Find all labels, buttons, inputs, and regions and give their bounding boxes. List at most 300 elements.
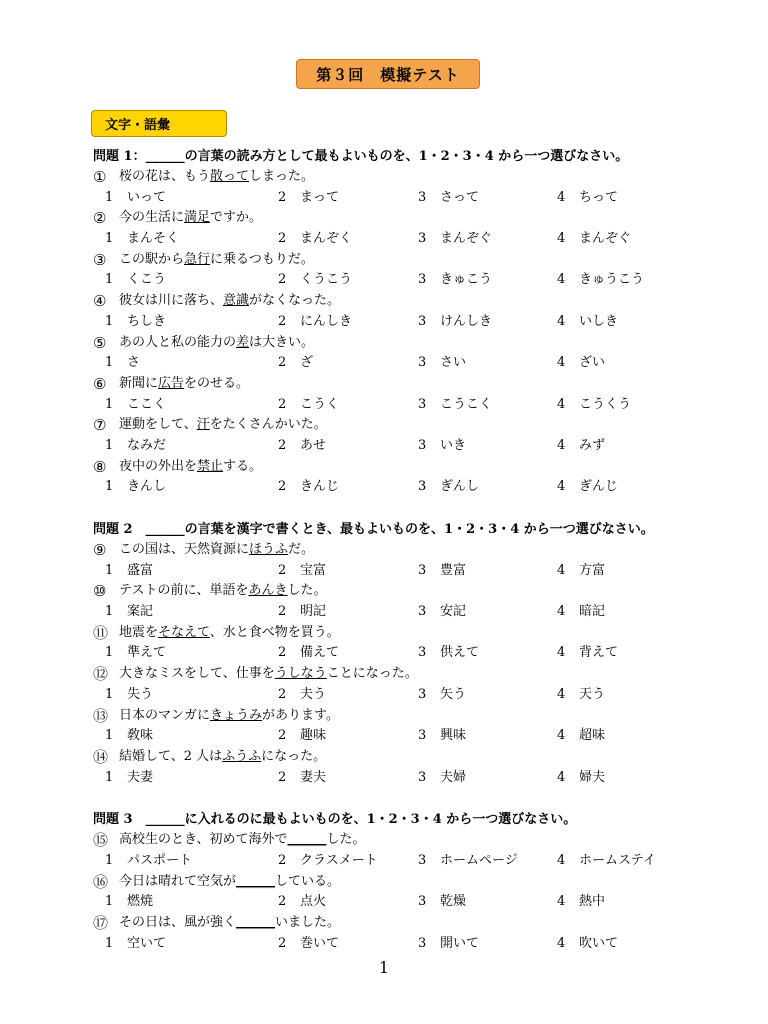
option-number: 1: [105, 479, 114, 495]
option-text: ざ: [300, 355, 314, 371]
question-number: ⑪: [93, 623, 109, 642]
question-stem: [93, 333, 713, 354]
question-text-after: をたくさんかいた。: [209, 417, 327, 433]
answer-option-1: [93, 270, 166, 291]
question-target-word: 差: [236, 334, 250, 350]
question-text: [119, 415, 327, 436]
option-number: 1: [105, 728, 114, 744]
answer-option-3: [406, 312, 492, 333]
option-text: 備えて: [300, 645, 340, 661]
option-text: 吹いて: [579, 935, 619, 951]
option-number: 1: [105, 604, 114, 620]
question-text-before: 高校生のとき、初めて海外で: [119, 832, 288, 848]
answer-option-4: [545, 851, 656, 872]
question-text-after: した。: [326, 832, 366, 848]
option-number: 1: [105, 852, 114, 868]
option-number: 1: [105, 272, 114, 288]
page-title: 第３回 模擬テスト: [296, 59, 480, 89]
question-stem: [93, 250, 713, 271]
option-number: 3: [418, 479, 427, 495]
option-text: きゅこう: [440, 272, 493, 288]
question-text-after: いました。: [275, 915, 341, 930]
answer-option-1: [93, 892, 153, 913]
answer-option-3: [406, 353, 466, 374]
question-number: ⑩: [93, 582, 107, 601]
option-number: 3: [418, 562, 427, 578]
option-text: いき: [440, 437, 467, 453]
option-text: まんぞく: [300, 231, 353, 247]
option-text: みず: [579, 437, 606, 453]
answer-option-2: [266, 892, 326, 913]
option-text: さい: [440, 355, 467, 371]
option-text: 乾燥: [440, 894, 467, 910]
option-text: ぎんじ: [579, 479, 619, 495]
option-number: 2: [278, 562, 287, 578]
option-number: 2: [278, 355, 287, 371]
option-text: 夫う: [300, 686, 327, 702]
answer-option-1: [93, 395, 166, 416]
question-target-word: 急行: [184, 251, 211, 267]
question-stem: [93, 872, 713, 893]
option-number: 3: [418, 313, 427, 329]
question-text: [119, 208, 262, 229]
option-text: きんし: [127, 479, 167, 495]
option-text: 巻いて: [300, 935, 340, 951]
question-target-word: そなえて: [158, 624, 210, 640]
answer-option-2: [266, 436, 326, 457]
answer-option-2: [266, 685, 326, 706]
answer-option-2: [266, 270, 352, 291]
question-target-word: 汗: [196, 417, 210, 433]
question-text: [119, 623, 340, 644]
answer-option-1: [93, 477, 166, 498]
option-number: 2: [278, 396, 287, 412]
answer-options: [93, 477, 713, 498]
question-text: [119, 872, 340, 893]
option-text: パスポート: [127, 852, 193, 868]
question-text-before: 今日は晴れて空気が: [119, 873, 237, 889]
question-stem: [93, 706, 713, 727]
question-text-before: 新聞に: [119, 375, 159, 391]
option-number: 2: [278, 728, 287, 744]
question-stem: [93, 913, 713, 934]
answer-option-4: [545, 270, 644, 291]
option-text: 宝富: [300, 562, 327, 578]
option-number: 3: [418, 728, 427, 744]
option-number: 4: [557, 852, 566, 868]
option-text: ここく: [127, 396, 167, 412]
option-text: 背えて: [579, 645, 619, 661]
option-text: ざい: [579, 355, 606, 371]
answer-option-4: [545, 934, 618, 955]
answer-option-4: [545, 229, 631, 250]
option-number: 1: [105, 769, 114, 785]
question-target-word: ふうふ: [222, 748, 262, 764]
question-text-after: に乗るつもりだ。: [210, 251, 314, 267]
question-group-header: 問題 3 ______に入れるのに最もよいものを、1・2・3・4 から一つ選びなさい。: [93, 812, 577, 828]
answer-option-4: [545, 477, 618, 498]
option-number: 3: [418, 894, 427, 910]
option-number: 2: [278, 479, 287, 495]
option-text: ちしき: [127, 313, 167, 329]
answer-option-4: [545, 395, 631, 416]
option-number: 4: [557, 645, 566, 661]
question-text-after: 、水と食べ物を買う。: [209, 624, 340, 640]
answer-option-1: [93, 851, 192, 872]
question-text-before: 運動をして、: [119, 417, 197, 433]
option-number: 4: [557, 396, 566, 412]
question-text-after: している。: [275, 873, 341, 889]
option-text: ホームステイ: [579, 852, 656, 868]
option-text: 点火: [300, 894, 327, 910]
option-text: こうく: [300, 396, 340, 412]
question-text-after: した。: [287, 583, 327, 599]
answer-option-2: [266, 229, 352, 250]
question-stem: [93, 623, 713, 644]
answer-option-1: [93, 685, 153, 706]
answer-option-4: [545, 643, 618, 664]
question-text-before: 夜中の外出を: [119, 458, 198, 474]
option-text: 方富: [579, 562, 606, 578]
option-text: けんしき: [440, 313, 493, 329]
option-text: いって: [127, 189, 167, 205]
question-text: [119, 291, 340, 312]
answer-option-3: [406, 477, 479, 498]
option-text: きんじ: [300, 479, 340, 495]
answer-options: [93, 188, 713, 209]
answer-option-3: [406, 395, 492, 416]
question-text-after: をのせる。: [184, 375, 250, 391]
answer-option-2: [266, 477, 339, 498]
option-text: あせ: [300, 437, 327, 453]
answer-option-2: [266, 188, 339, 209]
option-text: 暗記: [579, 604, 606, 620]
answer-options: [93, 643, 713, 664]
answer-options: [93, 395, 713, 416]
answer-option-1: [93, 561, 153, 582]
answer-options: [93, 561, 713, 582]
option-number: 1: [105, 686, 114, 702]
option-number: 2: [278, 604, 287, 620]
option-number: 4: [557, 604, 566, 620]
question-text: [119, 581, 327, 602]
question-text-before: テストの前に、単語を: [119, 583, 249, 599]
question-text-after: しまった。: [249, 169, 315, 184]
question-stem: [93, 291, 713, 312]
option-number: 1: [105, 437, 114, 453]
option-text: くこう: [127, 272, 167, 288]
option-number: 4: [557, 437, 566, 453]
question-number: ⑦: [93, 416, 107, 435]
option-number: 4: [557, 355, 566, 371]
option-number: 4: [557, 189, 566, 205]
answer-option-4: [545, 561, 605, 582]
question-text-after: は大きい。: [249, 334, 315, 350]
answer-option-1: [93, 768, 153, 789]
answer-option-4: [545, 768, 605, 789]
answer-option-3: [406, 851, 518, 872]
answer-option-4: [545, 353, 605, 374]
option-number: 1: [105, 645, 114, 661]
answer-option-3: [406, 229, 492, 250]
answer-option-1: [93, 312, 166, 333]
question-text: [119, 706, 339, 727]
option-text: 失う: [127, 686, 154, 702]
answer-options: [93, 436, 713, 457]
option-text: 燃焼: [127, 894, 154, 910]
page-number: 1: [378, 958, 390, 977]
question-target-word: 散って: [210, 169, 250, 184]
option-text: 婦夫: [579, 769, 606, 785]
question-list: [93, 146, 713, 954]
option-number: 2: [278, 935, 287, 951]
option-number: 3: [418, 396, 427, 412]
question-text-before: 日本のマンガに: [119, 707, 211, 723]
answer-option-1: [93, 602, 153, 623]
answer-option-1: [93, 436, 166, 457]
question-text-after: があります。: [262, 707, 339, 723]
answer-option-2: [266, 934, 339, 955]
question-stem: [93, 167, 713, 188]
question-target-word: ______: [236, 915, 276, 930]
answer-option-2: [266, 312, 352, 333]
answer-option-1: [93, 643, 166, 664]
option-text: 敎味: [127, 728, 154, 744]
answer-option-4: [545, 685, 605, 706]
option-number: 2: [278, 852, 287, 868]
option-number: 2: [278, 645, 287, 661]
option-number: 1: [105, 562, 114, 578]
question-text: [119, 747, 326, 768]
answer-options: [93, 768, 713, 789]
question-group-header: 問題 2 ______の言葉を漢字で書くとき、最もよいものを、1・2・3・4 から一つ選びなさい。: [93, 522, 654, 537]
answer-option-2: [266, 395, 339, 416]
option-text: ホームページ: [440, 852, 518, 868]
question-text-before: 今の生活に: [119, 210, 185, 226]
option-number: 2: [278, 272, 287, 288]
option-number: 3: [418, 935, 427, 951]
question-number: ⑭: [93, 747, 109, 766]
question-text-after: する。: [223, 458, 263, 474]
option-text: 明記: [300, 604, 327, 620]
option-text: ちって: [579, 189, 619, 205]
question-number: ⑮: [93, 831, 109, 850]
question-text-after: がなくなった。: [249, 293, 341, 309]
option-number: 1: [105, 935, 114, 951]
option-text: ぎんし: [440, 479, 480, 495]
question-number: ④: [93, 292, 107, 311]
option-text: まんそく: [127, 231, 180, 247]
option-number: 1: [105, 313, 114, 329]
option-text: 開いて: [440, 935, 480, 951]
question-text-before: 桜の花は、もう: [119, 169, 211, 184]
answer-option-4: [545, 312, 618, 333]
answer-option-2: [266, 726, 326, 747]
option-number: 3: [418, 272, 427, 288]
option-text: 矢う: [440, 686, 467, 702]
question-text: [119, 913, 340, 934]
question-target-word: きょうみ: [210, 707, 263, 723]
answer-option-3: [406, 561, 466, 582]
answer-options: [93, 229, 713, 250]
question-text: [119, 333, 314, 354]
answer-option-1: [93, 353, 140, 374]
question-number: ⑥: [93, 374, 107, 393]
option-text: 案記: [127, 604, 154, 620]
question-stem: [93, 581, 713, 602]
question-text-before: この国は、天然資源に: [119, 542, 250, 557]
question-text-before: あの人と私の能力の: [119, 334, 237, 350]
option-text: 豊富: [440, 562, 467, 578]
question-stem: [93, 374, 713, 395]
option-text: なみだ: [127, 437, 167, 453]
option-number: 1: [105, 894, 114, 910]
answer-option-1: [93, 229, 179, 250]
option-text: 夫妻: [127, 769, 154, 785]
option-text: 妻夫: [300, 769, 327, 785]
option-number: 2: [278, 189, 287, 205]
question-text: [119, 664, 418, 685]
question-stem: [93, 415, 713, 436]
question-number: ③: [93, 250, 107, 269]
question-stem: [93, 747, 713, 768]
answer-option-3: [406, 188, 479, 209]
question-group-header: 問題 1：______の言葉の読み方として最もよいものを、1・2・3・4 から一つ選びなさい。: [93, 149, 629, 164]
option-number: 2: [278, 231, 287, 247]
answer-option-3: [406, 436, 466, 457]
answer-options: [93, 353, 713, 374]
answer-option-1: [93, 934, 166, 955]
option-text: 安記: [440, 604, 467, 620]
answer-options: [93, 726, 713, 747]
option-text: 夫婦: [440, 769, 467, 785]
answer-options: [93, 892, 713, 913]
group-spacer: [93, 788, 713, 809]
answer-option-4: [545, 726, 605, 747]
question-text-after: だ。: [288, 542, 315, 557]
option-number: 4: [557, 935, 566, 951]
question-text: [119, 167, 314, 188]
answer-option-3: [406, 643, 479, 664]
option-text: さって: [440, 189, 480, 205]
question-text-before: 地震を: [119, 624, 159, 640]
option-text: まんぞぐ: [440, 231, 493, 247]
question-stem: [93, 830, 713, 851]
option-number: 1: [105, 189, 114, 205]
question-target-word: あんき: [248, 583, 288, 599]
question-number: ⑰: [93, 914, 109, 932]
option-number: 3: [418, 231, 427, 247]
question-text-before: 大きなミスをして、仕事を: [119, 666, 275, 682]
option-number: 4: [557, 769, 566, 785]
option-text: にんしき: [300, 313, 353, 329]
answer-options: [93, 270, 713, 291]
option-text: 空いて: [127, 935, 167, 951]
question-text: [119, 374, 249, 395]
option-number: 4: [557, 686, 566, 702]
answer-option-2: [266, 561, 326, 582]
option-text: まって: [300, 189, 340, 205]
question-text-before: この駅から: [119, 251, 185, 267]
question-target-word: ほうふ: [249, 542, 289, 557]
answer-option-3: [406, 768, 466, 789]
question-target-word: ______: [287, 832, 327, 848]
answer-option-3: [406, 270, 492, 291]
option-number: 2: [278, 769, 287, 785]
question-number: ⑨: [93, 541, 107, 559]
question-stem: [93, 540, 713, 561]
option-number: 2: [278, 894, 287, 910]
answer-option-4: [545, 436, 605, 457]
question-target-word: 広告: [158, 375, 185, 391]
option-number: 4: [557, 231, 566, 247]
question-number: ⑬: [93, 706, 109, 725]
answer-option-2: [266, 851, 378, 872]
question-stem: [93, 457, 713, 478]
option-number: 3: [418, 686, 427, 702]
question-text: [119, 457, 262, 478]
option-number: 3: [418, 852, 427, 868]
option-text: いしき: [579, 313, 619, 329]
question-text-after: ですか。: [210, 210, 263, 226]
answer-option-3: [406, 934, 479, 955]
question-target-word: 満足: [184, 210, 211, 226]
option-number: 1: [105, 396, 114, 412]
answer-options: [93, 851, 713, 872]
option-text: こうくう: [579, 396, 632, 412]
answer-option-4: [545, 892, 605, 913]
question-stem: [93, 664, 713, 685]
option-text: 興味: [440, 728, 467, 744]
option-number: 2: [278, 313, 287, 329]
question-text: [119, 250, 314, 271]
question-number: ⑧: [93, 457, 107, 476]
question-number: ①: [93, 168, 107, 186]
question-text-after: になった。: [261, 748, 327, 764]
option-number: 4: [557, 894, 566, 910]
answer-option-3: [406, 602, 466, 623]
option-number: 4: [557, 728, 566, 744]
question-target-word: うしなう: [274, 666, 327, 682]
question-text: [119, 540, 314, 561]
question-text-before: 結婚して、2 人は: [119, 748, 223, 764]
question-target-word: 禁止: [197, 458, 224, 474]
question-number: ⑯: [93, 872, 109, 891]
option-text: クラスメート: [300, 852, 378, 868]
question-text-after: ことになった。: [326, 666, 418, 682]
answer-option-2: [266, 643, 339, 664]
answer-option-3: [406, 892, 466, 913]
option-number: 3: [418, 645, 427, 661]
option-text: 供えて: [440, 645, 480, 661]
question-stem: [93, 208, 713, 229]
option-text: 準えて: [127, 645, 167, 661]
option-text: 盛富: [127, 562, 154, 578]
answer-option-2: [266, 602, 326, 623]
option-number: 3: [418, 437, 427, 453]
answer-options: [93, 685, 713, 706]
question-target-word: ______: [236, 873, 276, 889]
option-text: きゅうこう: [579, 272, 645, 288]
option-text: くうこう: [300, 272, 353, 288]
option-number: 3: [418, 769, 427, 785]
answer-option-2: [266, 768, 326, 789]
answer-option-4: [545, 188, 618, 209]
option-number: 1: [105, 355, 114, 371]
question-text: [119, 830, 366, 851]
answer-option-1: [93, 726, 153, 747]
option-text: さ: [127, 355, 141, 371]
